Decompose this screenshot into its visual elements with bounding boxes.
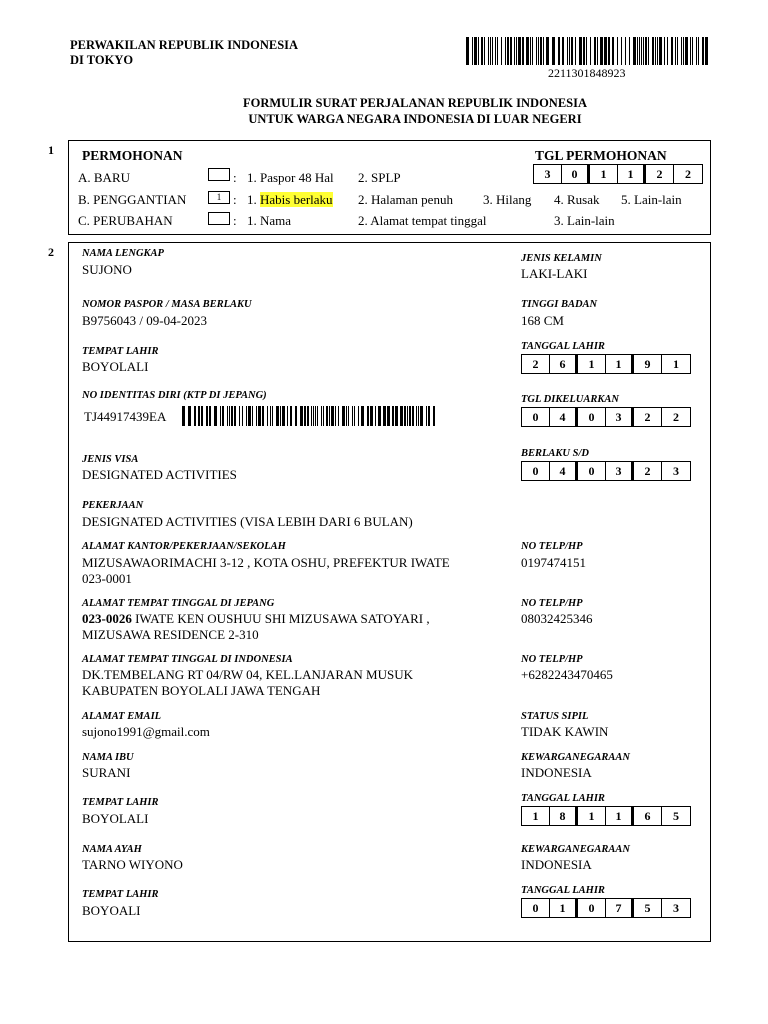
barcode-bar <box>643 37 644 65</box>
barcode-bar <box>272 406 273 426</box>
jenis-kelamin-value: LAKI-LAKI <box>521 266 588 281</box>
barcode-bar <box>655 37 656 65</box>
row-a-label: A. BARU <box>78 170 131 185</box>
jenis-kelamin-label: JENIS KELAMIN <box>521 253 602 264</box>
barcode-bar <box>579 37 582 65</box>
digit-cell: 2 <box>646 165 674 183</box>
no-identitas-label: NO IDENTITAS DIRI (KTP DI JEPANG) <box>82 390 267 401</box>
barcode-bar <box>608 37 610 65</box>
status-sipil-label: STATUS SIPIL <box>521 711 589 722</box>
barcode-bar <box>698 37 699 65</box>
barcode-bar <box>633 37 636 65</box>
barcode-bar <box>307 406 309 426</box>
barcode-bar <box>659 37 662 65</box>
barcode-bar <box>518 37 521 65</box>
tempat-lahir-value: BOYOLALI <box>82 359 149 374</box>
digit-cell: 4 <box>550 408 578 426</box>
barcode-bar <box>209 406 211 426</box>
digit-cell: 6 <box>550 355 578 373</box>
digit-cell: 0 <box>562 165 590 183</box>
barcode-bar <box>313 406 314 426</box>
barcode-bar <box>536 37 537 65</box>
digit-cell: 9 <box>634 355 662 373</box>
kwn-ayah-label: KEWARGANEGARAAN <box>521 844 630 855</box>
tanggal-lahir-ibu-label: TANGGAL LAHIR <box>521 793 605 804</box>
jenis-visa-label: JENIS VISA <box>82 454 139 465</box>
berlaku-sd-label: BERLAKU S/D <box>521 448 589 459</box>
barcode-bar <box>375 406 376 426</box>
row-c-checkbox[interactable] <box>208 212 230 225</box>
barcode-bar <box>540 37 542 65</box>
barcode-bar <box>222 406 224 426</box>
row-b-option2: 2. Halaman penuh <box>358 192 453 207</box>
barcode-bar <box>629 37 630 65</box>
row-c-option2: 2. Alamat tempat tinggal <box>358 213 487 228</box>
tinggi-badan-value: 168 CM <box>521 313 564 328</box>
digit-cell: 5 <box>673 809 679 823</box>
section2-number: 2 <box>48 245 54 259</box>
tanggal-lahir-ibu-digits <box>521 806 691 826</box>
barcode-bar <box>276 406 279 426</box>
barcode-bar <box>270 406 271 426</box>
digit-cell: 1 <box>522 807 550 825</box>
barcode-bar <box>383 406 386 426</box>
barcode-bar <box>516 37 517 65</box>
digit-cell: 0 <box>578 408 606 426</box>
nama-ayah-label: NAMA AYAH <box>82 844 142 855</box>
barcode-bar <box>404 406 406 426</box>
section1-heading: PERMOHONAN <box>82 148 183 163</box>
barcode-bar <box>395 406 398 426</box>
barcode-bar <box>481 37 483 65</box>
tanggal-lahir-ayah-label: TANGGAL LAHIR <box>521 885 605 896</box>
org-name-line2: DI TOKYO <box>70 53 134 67</box>
barcode-bar <box>182 406 185 426</box>
barcode-bar <box>586 37 587 65</box>
barcode-bar <box>590 37 591 65</box>
digit-cell: 2 <box>634 408 662 426</box>
barcode-bar <box>490 37 491 65</box>
nomor-paspor-value: B9756043 / 09-04-2023 <box>82 313 207 328</box>
tempat-lahir-ayah-value: BOYOALI <box>82 903 141 918</box>
barcode-bar <box>342 406 345 426</box>
barcode-bar <box>304 406 306 426</box>
barcode-bar <box>248 406 251 426</box>
digit-cell: 8 <box>550 807 578 825</box>
barcode-bar <box>625 37 626 65</box>
barcode-bar <box>702 37 704 65</box>
barcode-bar <box>335 406 336 426</box>
barcode-bar <box>705 37 708 65</box>
nomor-paspor-label: NOMOR PASPOR / MASA BERLAKU <box>82 299 252 310</box>
barcode-bar <box>246 406 247 426</box>
row-b-label: B. PENGGANTIAN <box>78 192 187 207</box>
barcode-bar <box>671 37 673 65</box>
barcode-bar <box>214 406 217 426</box>
digit-cell: 3 <box>534 165 562 183</box>
barcode-bar <box>546 37 549 65</box>
row-c-colon: : <box>233 213 237 228</box>
email-value: sujono1991@gmail.com <box>82 724 210 739</box>
barcode-bar <box>220 406 221 426</box>
digit-cell: 1 <box>578 355 606 373</box>
barcode-bar <box>621 37 622 65</box>
barcode-bar <box>242 406 243 426</box>
digit-cell: 3 <box>673 901 679 915</box>
barcode-bar <box>675 37 676 65</box>
barcode-bar <box>367 406 369 426</box>
barcode-bar <box>501 37 502 65</box>
pekerjaan-value: DESIGNATED ACTIVITIES (VISA LEBIH DARI 6 BULAN) <box>82 514 413 529</box>
digit-cell: 3 <box>606 462 634 480</box>
barcode-bar <box>600 37 603 65</box>
barcode-bar <box>311 406 312 426</box>
barcode-bar <box>530 37 531 65</box>
jenis-visa-value: DESIGNATED ACTIVITIES <box>82 467 237 482</box>
form-title-line2: UNTUK WARGA NEGARA INDONESIA DI LUAR NEGERI <box>248 112 582 126</box>
barcode-bar <box>664 37 665 65</box>
digit-cell: 1 <box>606 807 634 825</box>
telp-indonesia-label: NO TELP/HP <box>521 654 583 665</box>
tempat-lahir-ibu-value: BOYOLALI <box>82 811 149 826</box>
barcode-bar <box>428 406 430 426</box>
barcode-bar <box>604 37 607 65</box>
barcode-bar <box>505 37 506 65</box>
barcode-bar <box>354 406 355 426</box>
barcode-bar <box>522 37 524 65</box>
no-identitas-value: TJ44917439EA <box>84 409 167 424</box>
tgl-permohonan-label: TGL PERMOHONAN <box>535 148 667 163</box>
barcode-bar <box>683 37 684 65</box>
barcode-bar <box>567 37 568 65</box>
barcode-bar <box>484 37 485 65</box>
barcode-bar <box>256 406 257 426</box>
barcode-bar <box>198 406 200 426</box>
barcode-bar <box>412 406 414 426</box>
barcode-bar <box>258 406 261 426</box>
barcode-bar <box>346 406 347 426</box>
digit-cell: 4 <box>550 462 578 480</box>
barcode-bar <box>617 37 618 65</box>
barcode-bar <box>552 37 555 65</box>
barcode-bar <box>652 37 654 65</box>
barcode-bar <box>262 406 264 426</box>
tempat-lahir-ibu-label: TEMPAT LAHIR <box>82 797 159 808</box>
digit-cell: 3 <box>606 408 634 426</box>
digit-cell: 0 <box>522 408 550 426</box>
barcode-bar <box>315 406 316 426</box>
tgl-dikeluarkan-label: TGL DIKELUARKAN <box>521 394 619 405</box>
alamat-jepang-label: ALAMAT TEMPAT TINGGAL DI JEPANG <box>82 598 275 609</box>
row-b-option5: 5. Lain-lain <box>621 192 682 207</box>
barcode-bar <box>488 37 489 65</box>
row-b-option1-highlight: Habis berlaku <box>260 192 333 207</box>
barcode-bar <box>400 406 403 426</box>
barcode-bar <box>290 406 292 426</box>
tgl-permohonan-digits <box>533 164 703 184</box>
barcode-bar <box>612 37 614 65</box>
barcode-bar <box>510 37 512 65</box>
barcode-bar <box>252 406 253 426</box>
top-barcode <box>466 37 710 65</box>
pekerjaan-label: PEKERJAAN <box>82 500 144 511</box>
barcode-bar <box>497 37 498 65</box>
barcode-bar <box>594 37 596 65</box>
barcode-bar <box>641 37 642 65</box>
barcode-bar <box>229 406 230 426</box>
barcode-bar <box>507 37 509 65</box>
row-c-label: C. PERUBAHAN <box>78 213 173 228</box>
barcode-bar <box>575 37 576 65</box>
barcode-bar <box>420 406 423 426</box>
barcode-bar <box>532 37 533 65</box>
tinggi-badan-label: TINGGI BADAN <box>521 299 598 310</box>
row-b-option4: 4. Rusak <box>554 192 600 207</box>
barcode-bar <box>558 37 560 65</box>
barcode-bar <box>685 37 688 65</box>
telp-indonesia-value: +6282243470465 <box>521 667 613 682</box>
nama-lengkap-value: SUJONO <box>82 262 132 277</box>
barcode-bar <box>569 37 570 65</box>
barcode-bar <box>317 406 318 426</box>
barcode-bar <box>583 37 585 65</box>
digit-cell: 3 <box>673 464 679 478</box>
tempat-lahir-label: TEMPAT LAHIR <box>82 346 159 357</box>
barcode-bar <box>657 37 658 65</box>
digit-cell: 0 <box>522 899 550 917</box>
barcode-bar <box>331 406 334 426</box>
kwn-ayah-value: INDONESIA <box>521 857 592 872</box>
telp-jepang-value: 08032425346 <box>521 611 593 626</box>
digit-cell: 1 <box>673 357 679 371</box>
barcode-bar <box>677 37 678 65</box>
barcode-bar <box>495 37 496 65</box>
nama-ibu-value: SURANI <box>82 765 131 780</box>
digit-cell: 7 <box>606 899 634 917</box>
barcode-bar <box>526 37 529 65</box>
barcode-bar <box>418 406 419 426</box>
barcode-bar <box>492 37 493 65</box>
row-b-option1-prefix: 1. <box>247 192 260 207</box>
barcode-bar <box>326 406 328 426</box>
org-name-line1: PERWAKILAN REPUBLIK INDONESIA <box>70 38 299 52</box>
barcode-bar <box>692 37 693 65</box>
alamat-kantor-line1: MIZUSAWAORIMACHI 3-12 , KOTA OSHU, PREFEKTUR IWATE <box>82 555 450 570</box>
digit-cell: 1 <box>618 165 646 183</box>
barcode-bar <box>681 37 682 65</box>
barcode-bar <box>329 406 330 426</box>
barcode-bar <box>639 37 640 65</box>
tanggal-lahir-digits <box>521 354 691 374</box>
barcode-bar <box>358 406 359 426</box>
row-a-colon: : <box>233 170 237 185</box>
alamat-indonesia-line1: DK.TEMBELANG RT 04/RW 04, KEL.LANJARAN MUSUK <box>82 667 413 682</box>
barcode-bar <box>231 406 233 426</box>
barcode-bar <box>227 406 228 426</box>
digit-cell: 1 <box>550 899 578 917</box>
barcode-bar <box>645 37 647 65</box>
barcode-bar <box>267 406 268 426</box>
barcode-bar <box>562 37 564 65</box>
barcode-bar <box>338 406 339 426</box>
barcode-bar <box>648 37 649 65</box>
barcode-bar <box>280 406 281 426</box>
nama-lengkap-label: NAMA LENGKAP <box>82 248 164 259</box>
telp-kantor-value: 0197474151 <box>521 555 586 570</box>
tanggal-lahir-label: TANGGAL LAHIR <box>521 341 605 352</box>
barcode-bar <box>378 406 381 426</box>
barcode-bar <box>321 406 322 426</box>
kwn-ibu-value: INDONESIA <box>521 765 592 780</box>
digit-cell: 0 <box>578 899 606 917</box>
alamat-jepang-street: IWATE KEN OUSHUU SHI MIZUSAWA SATOYARI , <box>131 611 430 626</box>
barcode-bar <box>300 406 303 426</box>
alamat-kantor-line2: 023-0001 <box>82 571 132 586</box>
alamat-jepang-postal: 023-0026 <box>82 611 132 626</box>
barcode-bar <box>409 406 411 426</box>
barcode-bar <box>287 406 288 426</box>
nama-ibu-label: NAMA IBU <box>82 752 134 763</box>
barcode-bar <box>239 406 240 426</box>
barcode-bar <box>194 406 196 426</box>
alamat-indonesia-line2: KABUPATEN BOYOLALI JAWA TENGAH <box>82 683 321 698</box>
tgl-dikeluarkan-digits <box>521 407 691 427</box>
barcode-bar <box>206 406 208 426</box>
row-c-option3: 3. Lain-lain <box>554 213 615 228</box>
digit-cell: 1 <box>578 807 606 825</box>
barcode-bar <box>234 406 236 426</box>
barcode-bar <box>295 406 297 426</box>
barcode-bar <box>323 406 324 426</box>
barcode-bar <box>543 37 544 65</box>
digit-cell: 5 <box>634 899 662 917</box>
section1-number: 1 <box>48 143 54 157</box>
barcode-bar <box>188 406 191 426</box>
barcode-bar <box>472 37 473 65</box>
telp-kantor-label: NO TELP/HP <box>521 541 583 552</box>
barcode-bar <box>282 406 285 426</box>
alamat-jepang-line2: MIZUSAWA RESIDENCE 2-310 <box>82 627 259 642</box>
barcode-bar <box>478 37 479 65</box>
digit-cell: 2 <box>634 462 662 480</box>
berlaku-sd-digits <box>521 461 691 481</box>
digit-cell: 1 <box>606 355 634 373</box>
barcode-bar <box>466 37 469 65</box>
row-b-checkbox[interactable]: 1 <box>208 191 230 204</box>
row-b-option1 <box>247 192 333 208</box>
alamat-jepang-line1 <box>82 611 430 627</box>
barcode-bar <box>387 406 390 426</box>
barcode-bar <box>348 406 349 426</box>
form-title-line1: FORMULIR SURAT PERJALANAN REPUBLIK INDONESIA <box>242 96 588 110</box>
row-c-option1: 1. Nama <box>247 213 292 228</box>
row-a-checkbox[interactable] <box>208 168 230 181</box>
barcode-bar <box>696 37 697 65</box>
row-b-colon: : <box>233 192 237 207</box>
barcode-bar <box>667 37 668 65</box>
barcode-bar <box>474 37 477 65</box>
barcode-bar <box>433 406 435 426</box>
barcode-bar <box>352 406 353 426</box>
barcode-bar <box>416 406 417 426</box>
barcode-bar <box>597 37 598 65</box>
row-a-option2: 2. SPLP <box>358 170 401 185</box>
barcode-bar <box>392 406 394 426</box>
digit-cell: 2 <box>685 167 691 181</box>
tempat-lahir-ayah-label: TEMPAT LAHIR <box>82 889 159 900</box>
barcode-bar <box>637 37 638 65</box>
barcode-bar <box>514 37 515 65</box>
kwn-ibu-label: KEWARGANEGARAAN <box>521 752 630 763</box>
status-sipil-value: TIDAK KAWIN <box>521 724 609 739</box>
digit-cell: 6 <box>634 807 662 825</box>
barcode-bar <box>361 406 364 426</box>
digit-cell: 0 <box>578 462 606 480</box>
tanggal-lahir-ayah-digits <box>521 898 691 918</box>
barcode-bar <box>201 406 203 426</box>
barcode-number: 2211301848923 <box>548 66 626 80</box>
barcode-bar <box>407 406 408 426</box>
digit-cell: 2 <box>673 410 679 424</box>
digit-cell: 0 <box>522 462 550 480</box>
barcode-bar <box>690 37 691 65</box>
row-b-option3: 3. Hilang <box>483 192 532 207</box>
barcode-bar <box>370 406 373 426</box>
section2-box <box>68 242 711 942</box>
alamat-kantor-label: ALAMAT KANTOR/PEKERJAAN/SEKOLAH <box>82 541 286 552</box>
barcode-bar <box>571 37 573 65</box>
digit-cell: 1 <box>590 165 618 183</box>
barcode-bar <box>426 406 427 426</box>
alamat-indonesia-label: ALAMAT TEMPAT TINGGAL DI INDONESIA <box>82 654 293 665</box>
telp-jepang-label: NO TELP/HP <box>521 598 583 609</box>
row-a-option1: 1. Paspor 48 Hal <box>247 170 334 185</box>
nama-ayah-value: TARNO WIYONO <box>82 857 183 872</box>
barcode-bar <box>538 37 539 65</box>
digit-cell: 2 <box>522 355 550 373</box>
email-label: ALAMAT EMAIL <box>82 711 162 722</box>
id-barcode <box>182 406 438 426</box>
